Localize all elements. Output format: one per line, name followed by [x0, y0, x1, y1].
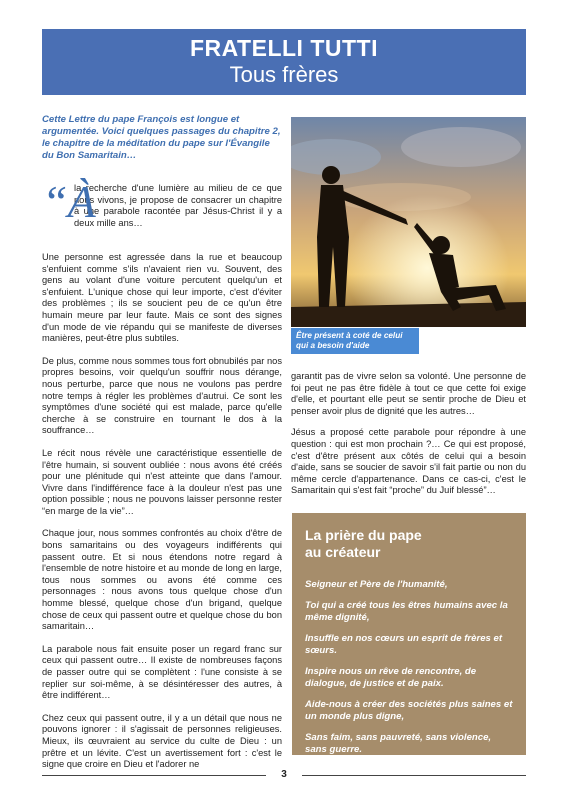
article-paragraph: La parabole nous fait ensuite poser un regard franc sur ceux qui passent outre… Il existe de nombreuses façons de passer outre qui se complètent : l'une consiste à se replier sur soi-même, à se désintéresser des autres, à être indifférent… — [42, 643, 282, 701]
article-paragraph: Une personne est agressée dans la rue et beaucoup s'enfuient comme s'ils n'avaient rien vu. Souvent, des gens au volant d'une voiture percutent quelqu'un et s'enfuient. L'unique chose qui leur importe, c'est d'éviter des problèmes ; ils se soucient peu de ce qu'un être humain meure par leur faute. Mais ce sont des signes d'un mode de vie répandu qui se manifeste de diverses manières, peut-être plus subtiles. — [42, 252, 282, 344]
prayer-title: La prière du pape au créateur — [305, 527, 422, 560]
page-footer — [42, 769, 526, 783]
title-banner — [42, 29, 526, 95]
page-title: FRATELLI TUTTI — [190, 35, 378, 61]
article-left-column — [42, 176, 282, 782]
opening-paragraph — [42, 176, 282, 241]
opening-quote-mark: “À — [42, 176, 96, 227]
prayer-box — [292, 513, 526, 755]
dropcap-letter: À — [67, 176, 96, 227]
page-number: 3 — [281, 769, 287, 780]
article-paragraph: Le récit nous révèle une caractéristique essentielle de l'être humain, si souvent oubliée : nous avons été créés pour une plénitude qui n'est atteinte que dans l'amour. Vivre dans l'indifférence face à la douleur n'est pas une option possible ; nous ne pouvons laisser personne rester “en marge de la vie”… — [42, 447, 282, 516]
opening-text: la recherche d'une lumière au milieu de ce que nous vivons, je propose de consacrer un chapitre à une parabole racontée par Jésus-Christ il y a deux mille ans… — [74, 183, 282, 228]
article-paragraph: Jésus a proposé cette parabole pour répondre à une question : qui est mon prochain ?… Ce qui est proposé, c'est d'être présent aux côtés de celui qui a besoin d'aide, sans se soucier de savoir s'il fait partie ou non du même cercle d'appartenance. Dans ce cas-ci, c'est le Samaritain qui s'est fait “proche” du Juif blessé”… — [291, 427, 526, 496]
prayer-line: Aide-nous à créer des sociétés plus saines et un monde plus digne, — [305, 699, 513, 722]
article-right-column — [291, 371, 526, 507]
photo-caption: Être présent à coté de celui qui a besoin d'aide — [291, 328, 419, 354]
prayer-line: Seigneur et Père de l'humanité, — [305, 579, 448, 590]
page-subtitle: Tous frères — [229, 62, 339, 87]
article-paragraph: Chez ceux qui passent outre, il y a un détail que nous ne pouvons ignorer : il s'agissait de personnes religieuses. Mieux, ils œuvraient au service du culte de Dieu : un prêtre et un lévite. C'est un avertissement fort : c'est le signe que croire en Dieu et l'adorer ne — [42, 712, 282, 770]
footer-rule-left — [42, 775, 266, 776]
prayer-line: Toi qui a créé tous les êtres humains avec la même dignité, — [305, 600, 508, 623]
helping-hand-photo — [291, 117, 526, 327]
article-paragraph: De plus, comme nous sommes tous fort obnubilés par nos propres besoins, voir quelqu'un souffrir nous dérange, nous perturbe, parce que nous ne voulons pas perdre notre temps à régler les problèmes d'autrui. Ce sont les symptômes d'une société qui est malade, parce qu'elle cherche à se construire en tournant le dos à la souffrance… — [42, 355, 282, 436]
article-paragraph: Chaque jour, nous sommes confrontés au choix d'être de bons samaritains ou des voyageurs indifférents qui passent outre. Et si nous étendons notre regard à l'ensemble de notre histoire et au monde de long en large, tous nous sommes ou avons été comme ces personnages : nous avons tous quelque chose d'un homme blessé, quelque chose d'un brigand, quelque chose de ceux qui passent outre et quelque chose du bon samaritain… — [42, 528, 282, 632]
prayer-line: Sans faim, sans pauvreté, sans violence, sans guerre. — [305, 732, 492, 755]
footer-rule-right — [302, 775, 526, 776]
intro-text: Cette Lettre du pape François est longue et argumentée. Voici quelques passages du chapitre 2, le chapitre de la méditation du pape sur l'Évangile du Bon Samaritain… — [42, 114, 281, 161]
article-paragraph: garantit pas de vivre selon sa volonté. Une personne de foi peut ne pas être fidèle à tout ce que cette foi exige d'elle, et pourtant elle peut se sentir proche de Dieu et penser avoir plus de dignité que les autres… — [291, 371, 526, 416]
prayer-line: Inspire nous un rêve de rencontre, de dialogue, de justice et de paix. — [305, 666, 477, 689]
prayer-line: Insuffle en nos cœurs un esprit de frères et sœurs. — [305, 633, 503, 656]
